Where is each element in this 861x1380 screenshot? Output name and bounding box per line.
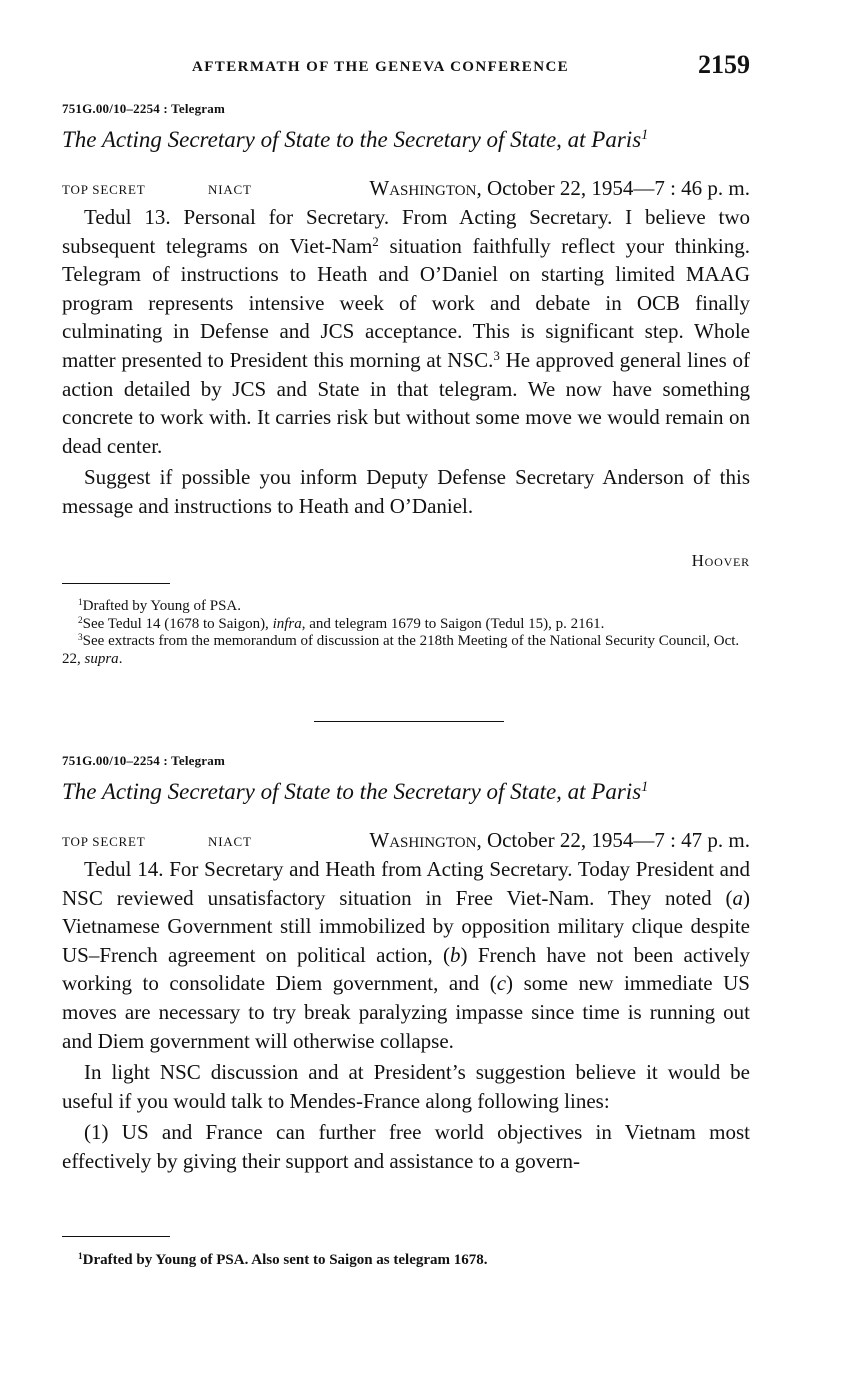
doc1-footnote-ref-2: 2 [372,233,379,249]
doc1-classification-line [62,176,750,202]
page-header [62,50,750,84]
doc2-p1-text-b: ) Vietnamese Government still immobilized by opposition military clique despite US–French agreement on political action, ( [62,885,750,967]
doc1-p1-text-a: Tedul 13. Personal for Secretary. From Acting Secretary. I believe two subsequent telegrams on Viet-Nam [62,205,750,258]
document-page [62,0,750,1380]
doc1-paragraph-2: Suggest if possible you inform Deputy Defense Secretary Anderson of this message and instructions to Heath and O’Daniel. [62,465,750,518]
doc1-footnote-1 [62,598,750,616]
doc2-classification-line [62,828,750,854]
doc2-paragraph-1 [62,855,750,1055]
footnote-number: 3 [78,632,83,643]
doc1-dateline [369,176,750,201]
doc1-p1-text-c: He approved general lines of action detailed by JCS and State in that telegram. We now have something concrete to work with. It carries risk but without some move we would remain on dead center. [62,347,750,458]
footnote-number: 1 [78,1251,83,1262]
doc1-p1-text-b: situation faithfully reflect your thinking. Telegram of instructions to Heath and O’Daniel on starting limited MAAG program represents intensive week of work and debate in OCB finally culminating in Defense and JCS acceptance. This is significant step. Whole matter presented to President this morning at NSC. [62,233,751,372]
footnote-text: , and telegram 1679 to Saigon (Tedul 15), p. 2161. [301,615,605,632]
footnote-text: . [118,650,123,667]
doc2-paragraph-3: (1) US and France can further free world objectives in Vietnam most effectively by giving their support and assistance to a govern- [62,1120,750,1173]
doc1-precedence: NIACT [208,182,252,197]
footnote-italic: supra [84,650,119,667]
doc2-date: , October 22, 1954—7 : 47 p. m. [476,828,750,852]
doc2-paragraph-2: In light NSC discussion and at President’s suggestion believe it would be useful if you would talk to Mendes-France along following lines: [62,1060,750,1113]
footnote-text: See extracts from the memorandum of discussion at the 218th Meeting of the National Security Council, Oct. 22, [62,633,740,667]
doc2-footnote-1 [62,1252,750,1270]
doc1-footnotes [62,598,750,668]
doc2-file-reference: 751G.00/10–2254 : Telegram [62,753,225,768]
doc2-p1-text-c: ) French have not been actively working to consolidate Diem government, and ( [62,942,750,996]
page-number: 2159 [698,50,750,79]
doc1-body [62,203,750,521]
doc2-footnotes [62,1252,750,1270]
doc2-footnote-rule [62,1236,170,1237]
doc2-place: Washington [369,828,477,852]
doc1-footnote-rule [62,583,170,584]
doc2-body [62,855,750,1176]
doc2-p1-text-d: ) some new immediate US moves are necessary to try break paralyzing impasse since time is running out and Diem government will otherwise collapse. [62,971,750,1053]
doc2-title [62,779,648,805]
doc1-title [62,127,648,153]
doc1-footnote-3 [62,633,750,668]
doc2-title-footnote-ref: 1 [641,779,649,796]
footnote-number: 1 [78,597,83,608]
doc1-paragraph-1 [62,203,750,460]
doc1-footnote-ref-3: 3 [493,347,500,363]
footnote-text: Drafted by Young of PSA. [82,598,241,614]
doc2-precedence: NIACT [208,834,252,849]
doc1-place: Washington [369,176,477,200]
doc1-date: , October 22, 1954—7 : 46 p. m. [476,176,750,200]
doc1-classification: TOP SECRET [62,182,146,197]
doc2-classification: TOP SECRET [62,834,146,849]
doc2-p1-letter-a: a [732,885,743,910]
doc2-title-text: The Acting Secretary of State to the Secretary of State, at Paris [62,779,642,804]
doc1-title-text: The Acting Secretary of State to the Secretary of State, at Paris [62,127,642,152]
doc2-dateline [369,828,750,853]
doc2-p1-letter-c: c [496,971,507,996]
doc1-file-reference: 751G.00/10–2254 : Telegram [62,101,225,116]
footnote-number: 2 [78,615,83,626]
doc1-footnote-2 [62,616,750,634]
doc2-p1-letter-b: b [450,942,461,967]
doc2-p1-text-a: Tedul 14. For Secretary and Heath from Acting Secretary. Today President and NSC reviewed unsatisfactory situation in Free Viet-Nam. They noted ( [62,857,750,910]
footnote-italic: infra [272,615,302,632]
doc1-signature: Hoover [691,551,750,570]
running-head: AFTERMATH OF THE GENEVA CONFERENCE [192,59,570,75]
doc1-title-footnote-ref: 1 [641,127,649,144]
footnote-text: See Tedul 14 (1678 to Saigon), [82,615,273,632]
footnote-text: Drafted by Young of PSA. Also sent to Saigon as telegram 1678. [82,1252,488,1268]
document-separator-rule [314,721,504,722]
